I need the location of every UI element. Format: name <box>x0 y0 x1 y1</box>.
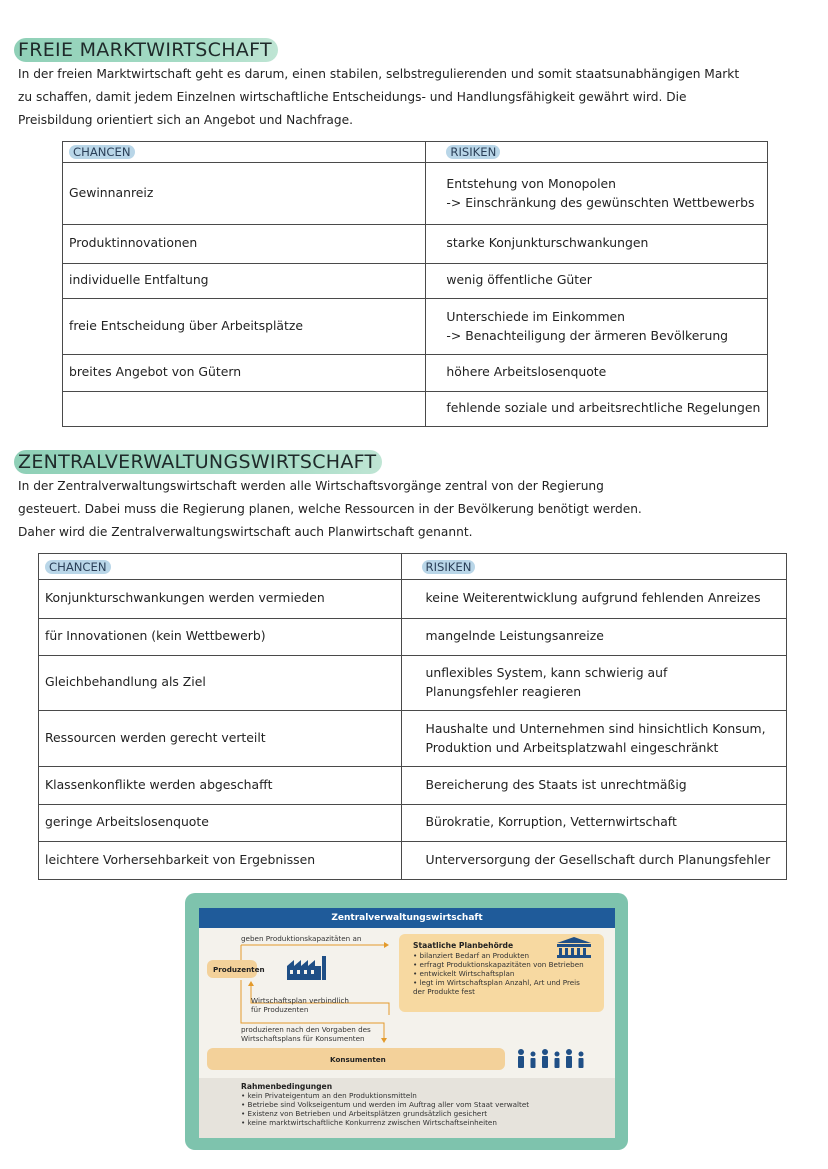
paragraph-freie-marktwirtschaft <box>18 63 739 132</box>
condition-item: • Betriebe sind Volkseigentum und werden im Auftrag aller vom Staat verwaltet <box>241 1100 530 1109</box>
table-row <box>39 656 787 711</box>
cell-line: Produktion und Arbeitsplatzwahl eingeschränkt <box>425 739 719 755</box>
header-chancen: CHANCEN <box>45 560 111 574</box>
cell-line: Gleichbehandlung als Ziel <box>45 674 206 689</box>
produce-line: Wirtschaftsplans für Konsumenten <box>241 1034 365 1043</box>
cell-chance <box>63 163 426 225</box>
table-row <box>39 842 787 880</box>
table-row <box>63 392 768 427</box>
government-building-icon <box>555 936 593 958</box>
para-line: In der Zentralverwaltungswirtschaft werden alle Wirtschaftsvorgänge zentral von der Regierung <box>18 479 604 493</box>
cell-line: höhere Arbeitslosenquote <box>446 364 607 379</box>
condition-item: • kein Privateigentum an den Produktionsmitteln <box>241 1091 417 1100</box>
cell-risk <box>426 392 768 427</box>
people-icon <box>515 1048 591 1070</box>
table-row <box>39 619 787 656</box>
cell-risk <box>426 264 768 299</box>
cell-risk <box>426 299 768 355</box>
cell-line: Entstehung von Monopolen <box>446 176 617 191</box>
cell-line: geringe Arbeitslosenquote <box>45 814 209 829</box>
cell-chance <box>63 392 426 427</box>
cell-chance <box>63 225 426 264</box>
para-line: Preisbildung orientiert sich an Angebot und Nachfrage. <box>18 113 354 127</box>
table-row <box>39 805 787 842</box>
cell-line: Unterschiede im Einkommen <box>446 309 626 324</box>
cell-risk <box>401 767 786 805</box>
authority-item: • legt im Wirtschaftsplan Anzahl, Art und Preis <box>413 978 580 987</box>
section-title-zentralverwaltungswirtschaft: ZENTRALVERWALTUNGSWIRTSCHAFT <box>14 450 382 474</box>
cell-risk <box>401 805 786 842</box>
cell-chance <box>63 355 426 392</box>
produce-label <box>241 1025 371 1043</box>
cell-line: Bürokratie, Korruption, Vetternwirtschaft <box>425 814 677 829</box>
table-row <box>39 711 787 767</box>
table-row <box>63 264 768 299</box>
arrow-label-top: geben Produktionskapazitäten an <box>241 934 362 943</box>
table-header-row <box>39 554 787 580</box>
paragraph-zentralverwaltungswirtschaft <box>18 475 642 544</box>
authority-item: • entwickelt Wirtschaftsplan <box>413 969 515 978</box>
authority-item: der Produkte fest <box>413 987 475 996</box>
producers-label: Produzenten <box>213 965 265 974</box>
condition-item: • keine marktwirtschaftliche Konkurrenz zwischen Wirtschaftseinheiten <box>241 1118 497 1127</box>
cell-chance <box>63 264 426 299</box>
table-row <box>63 299 768 355</box>
para-line: gesteuert. Dabei muss die Regierung planen, welche Ressourcen in der Bevölkerung benötigt werden. <box>18 502 642 516</box>
conditions-title: Rahmenbedingungen <box>241 1082 333 1091</box>
cell-line: Planungsfehler reagieren <box>425 683 582 699</box>
cell-line: Haushalte und Unternehmen sind hinsichtlich Konsum, <box>425 721 766 736</box>
cell-risk <box>401 619 786 656</box>
cell-line: Gewinnanreiz <box>69 185 154 200</box>
section-title-freie-marktwirtschaft: FREIE MARKTWIRTSCHAFT <box>14 38 278 62</box>
table-freie-marktwirtschaft <box>62 141 768 427</box>
cell-line: Unterversorgung der Gesellschaft durch Planungsfehler <box>425 852 771 867</box>
cell-line: für Innovationen (kein Wettbewerb) <box>45 628 266 643</box>
para-line: zu schaffen, damit jedem Einzelnen wirtschaftliche Entscheidungs- und Handlungsfähigkeit gewährt wird. Die <box>18 90 687 104</box>
cell-line: mangelnde Leistungsanreize <box>425 628 604 643</box>
cell-line: breites Angebot von Gütern <box>69 364 242 379</box>
para-line: In der freien Marktwirtschaft geht es darum, einen stabilen, selbstregulierenden und somit staatsunabhängigen Markt <box>18 67 740 81</box>
produce-line: produzieren nach den Vorgaben des <box>241 1025 371 1034</box>
figure-title: Zentralverwaltungswirtschaft <box>199 908 615 928</box>
cell-risk <box>401 580 786 619</box>
factory-icon <box>285 956 329 982</box>
plan-line: für Produzenten <box>251 1005 309 1014</box>
cell-chance <box>39 580 402 619</box>
table-row <box>63 355 768 392</box>
cell-chance <box>39 619 402 656</box>
table-row <box>63 163 768 225</box>
table-row <box>39 580 787 619</box>
cell-line: leichtere Vorhersehbarkeit von Ergebnissen <box>45 852 316 867</box>
cell-line: Ressourcen werden gerecht verteilt <box>45 730 266 745</box>
authority-item: • bilanziert Bedarf an Produkten <box>413 951 530 960</box>
header-chancen: CHANCEN <box>69 145 135 159</box>
cell-chance <box>63 299 426 355</box>
consumers-label: Konsumenten <box>330 1055 386 1064</box>
cell-risk <box>401 842 786 880</box>
para-line: Daher wird die Zentralverwaltungswirtschaft auch Planwirtschaft genannt. <box>18 525 473 539</box>
cell-line: individuelle Entfaltung <box>69 272 209 287</box>
condition-item: • Existenz von Betrieben und Arbeitsplätzen grundsätzlich gesichert <box>241 1109 488 1118</box>
cell-risk <box>426 355 768 392</box>
header-risiken: RISIKEN <box>446 145 500 159</box>
table-row <box>63 225 768 264</box>
conditions-list <box>241 1091 529 1127</box>
table-zentralverwaltungswirtschaft <box>38 553 787 880</box>
cell-chance <box>39 842 402 880</box>
table-row <box>39 767 787 805</box>
cell-line: unflexibles System, kann schwierig auf <box>425 665 668 680</box>
authority-item: • erfragt Produktionskapazitäten von Betrieben <box>413 960 584 969</box>
plan-label <box>251 996 349 1014</box>
cell-risk <box>401 711 786 767</box>
cell-line: -> Einschränkung des gewünschten Wettbewerbs <box>446 194 755 210</box>
table-header-row <box>63 142 768 163</box>
cell-line: -> Benachteiligung der ärmeren Bevölkerung <box>446 327 729 343</box>
cell-line: Klassenkonflikte werden abgeschafft <box>45 777 273 792</box>
cell-chance <box>39 656 402 711</box>
cell-chance <box>39 805 402 842</box>
cell-line: Konjunkturschwankungen werden vermieden <box>45 590 325 605</box>
cell-line: Produktinnovationen <box>69 235 198 250</box>
cell-risk <box>401 656 786 711</box>
cell-line: Bereicherung des Staats ist unrechtmäßig <box>425 777 687 792</box>
figure-zentralverwaltungswirtschaft <box>199 908 615 1138</box>
cell-line: starke Konjunkturschwankungen <box>446 235 649 250</box>
cell-risk <box>426 225 768 264</box>
cell-line: keine Weiterentwicklung aufgrund fehlenden Anreizes <box>425 590 761 605</box>
cell-line: freie Entscheidung über Arbeitsplätze <box>69 318 303 333</box>
header-risiken: RISIKEN <box>422 560 476 574</box>
plan-line: Wirtschaftsplan verbindlich <box>251 996 349 1005</box>
cell-risk <box>426 163 768 225</box>
cell-chance <box>39 711 402 767</box>
cell-line: wenig öffentliche Güter <box>446 272 592 287</box>
cell-chance <box>39 767 402 805</box>
authority-title: Staatliche Planbehörde <box>413 941 514 950</box>
cell-line: fehlende soziale und arbeitsrechtliche Regelungen <box>446 400 761 415</box>
